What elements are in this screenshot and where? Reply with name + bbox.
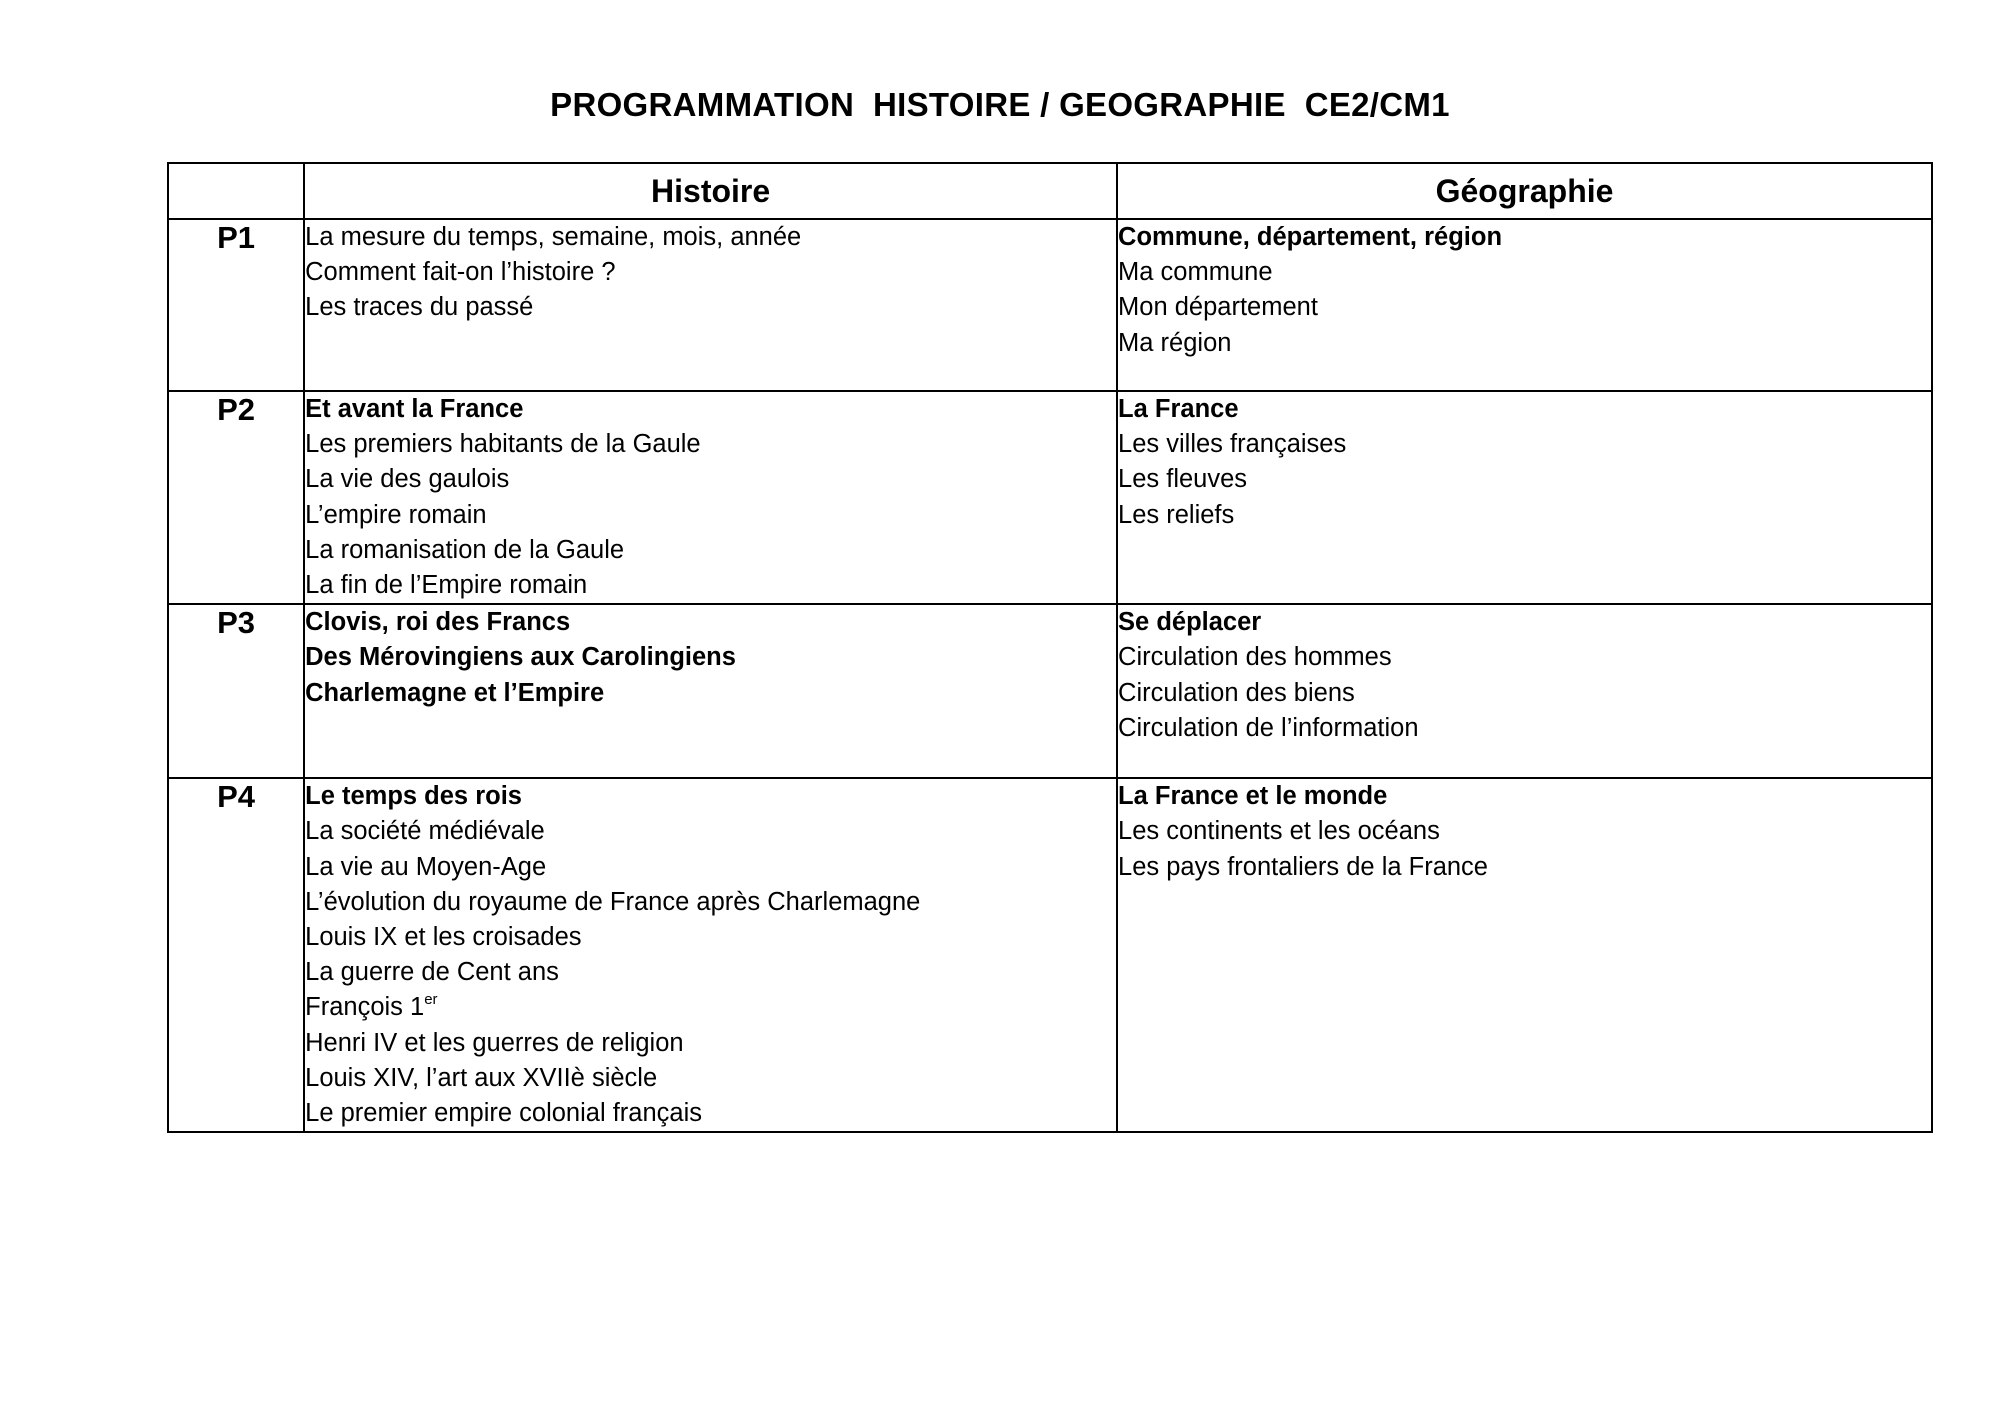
- cell-line: Comment fait-on l’histoire ?: [305, 258, 616, 287]
- programming-table: [167, 162, 1933, 1133]
- cell-line: Les premiers habitants de la Gaule: [305, 430, 701, 459]
- cell-line: Le premier empire colonial français: [305, 1099, 702, 1128]
- cell-line: Henri IV et les guerres de religion: [305, 1028, 684, 1057]
- histoire-cell: [304, 778, 1117, 1132]
- histoire-cell: [304, 219, 1117, 391]
- cell-line: Circulation des hommes: [1118, 643, 1392, 672]
- cell-line: Les traces du passé: [305, 293, 534, 322]
- cell-line: Circulation des biens: [1118, 678, 1355, 707]
- table-row: [168, 778, 1932, 1132]
- cell-line: La vie des gaulois: [305, 465, 510, 494]
- table-row: [168, 604, 1932, 778]
- header-histoire: Histoire: [304, 163, 1117, 219]
- cell-line: L’empire romain: [305, 500, 487, 529]
- header-period: [168, 163, 304, 219]
- period-cell: P1: [168, 219, 304, 391]
- table-row: [168, 391, 1932, 604]
- period-cell: P2: [168, 391, 304, 604]
- cell-line: Et avant la France: [305, 395, 524, 423]
- cell-line: Charlemagne et l’Empire: [305, 678, 605, 707]
- cell-line: La société médiévale: [305, 817, 545, 846]
- cell-line: Circulation de l’information: [1118, 713, 1419, 742]
- cell-line: Les villes françaises: [1118, 430, 1347, 459]
- geographie-cell: [1117, 778, 1932, 1132]
- cell-line: Commune, département, région: [1118, 223, 1503, 251]
- header-geographie: Géographie: [1117, 163, 1932, 219]
- period-cell: P3: [168, 604, 304, 778]
- page-title: PROGRAMMATION HISTOIRE / GEOGRAPHIE CE2/CM1: [550, 86, 1450, 123]
- histoire-cell: [304, 604, 1117, 778]
- cell-line: La France et le monde: [1118, 782, 1388, 811]
- cell-line: La romanisation de la Gaule: [305, 535, 625, 564]
- geographie-cell: [1117, 219, 1932, 391]
- cell-line: La mesure du temps, semaine, mois, année: [305, 223, 802, 251]
- cell-line: Louis XIV, l’art aux XVIIè siècle: [305, 1063, 658, 1092]
- cell-line: Les reliefs: [1118, 500, 1235, 529]
- cell-line: La fin de l’Empire romain: [305, 571, 588, 600]
- cell-line: Les fleuves: [1118, 465, 1248, 494]
- geographie-cell: [1117, 604, 1932, 778]
- cell-line: Ma région: [1118, 328, 1232, 357]
- cell-line: La France: [1118, 395, 1239, 423]
- geographie-cell: [1117, 391, 1932, 604]
- cell-line: La guerre de Cent ans: [305, 958, 559, 987]
- cell-line: Les continents et les océans: [1118, 817, 1440, 846]
- cell-line: François 1er: [305, 991, 438, 1022]
- cell-line: L’évolution du royaume de France après Charlemagne: [305, 887, 921, 916]
- superscript: er: [424, 991, 438, 1009]
- cell-line: Mon département: [1118, 293, 1318, 322]
- cell-line: La vie au Moyen-Age: [305, 852, 547, 881]
- cell-line: Louis IX et les croisades: [305, 923, 582, 952]
- cell-line: Le temps des rois: [305, 782, 522, 811]
- table-header-row: [168, 163, 1932, 219]
- period-cell: P4: [168, 778, 304, 1132]
- cell-line: Ma commune: [1118, 258, 1273, 287]
- histoire-cell: [304, 391, 1117, 604]
- cell-line: Des Mérovingiens aux Carolingiens: [305, 643, 736, 672]
- cell-line: Clovis, roi des Francs: [305, 608, 571, 637]
- table-row: [168, 219, 1932, 391]
- cell-line: Se déplacer: [1118, 608, 1262, 637]
- cell-line: Les pays frontaliers de la France: [1118, 852, 1488, 881]
